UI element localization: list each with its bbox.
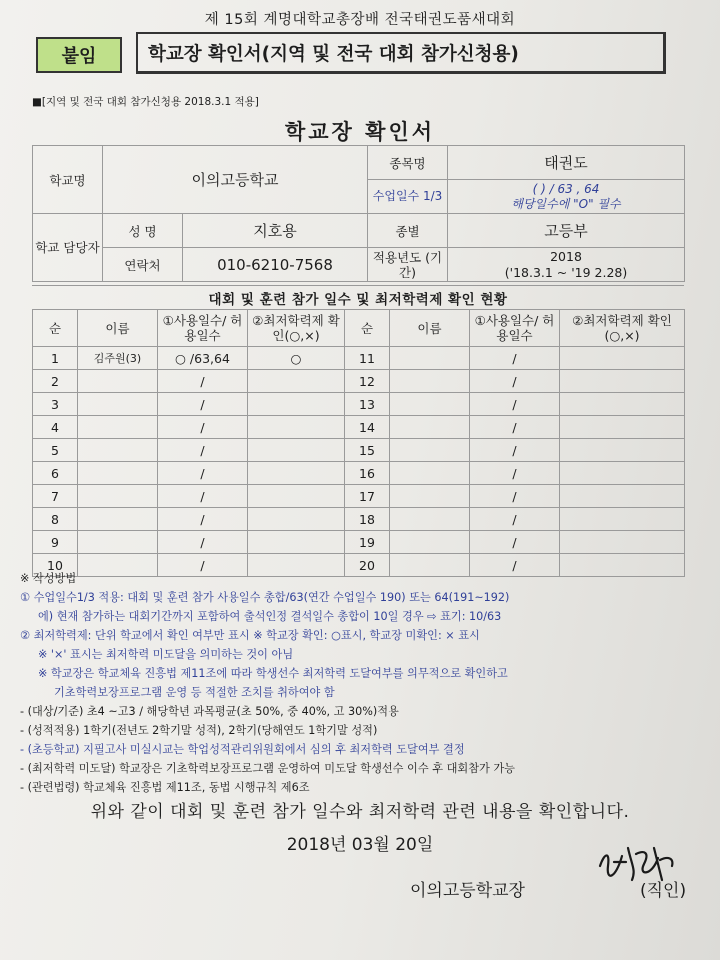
row-check-left xyxy=(248,439,345,462)
header-no-right: 순 xyxy=(345,310,390,347)
row-name-left: 김주원(3) xyxy=(78,347,158,370)
row-check-left: ○ xyxy=(248,347,345,370)
row-name-left xyxy=(78,485,158,508)
bullet-2: - (성적적용) 1학기(전년도 2학기말 성적), 2학기(당해연도 1학기말 성적) xyxy=(20,724,378,737)
school-days-label: 수업일수 1/3 xyxy=(368,180,448,214)
event-value: 태권도 xyxy=(448,146,685,180)
row-days-right: / xyxy=(470,554,560,577)
division-label: 종별 xyxy=(368,214,448,248)
row-number-left: 5 xyxy=(33,439,78,462)
row-name-right xyxy=(390,416,470,439)
note-4b: 기초학력보장프로그램 운영 등 적절한 조치를 취하여야 함 xyxy=(54,686,335,699)
division-value: 고등부 xyxy=(448,214,685,248)
row-check-right xyxy=(560,416,685,439)
row-name-left xyxy=(78,393,158,416)
header-days-right: ①사용일수/ 허용일수 xyxy=(470,310,560,347)
row-days-left: / xyxy=(158,554,248,577)
school-label: 학교명 xyxy=(33,146,103,214)
row-days-left: / xyxy=(158,485,248,508)
row-days-right: / xyxy=(470,347,560,370)
attachment-title: 학교장 확인서(지역 및 전국 대회 참가신청용) xyxy=(136,32,666,74)
period-year: 2018 xyxy=(550,248,582,264)
row-name-left xyxy=(78,508,158,531)
form-note: ■[지역 및 전국 대회 참가신청용 2018.3.1 적용] xyxy=(32,96,259,108)
phone-label: 연락처 xyxy=(103,248,183,282)
row-check-right xyxy=(560,485,685,508)
row-check-left xyxy=(248,393,345,416)
confirm-date: 2018년 03월 20일 xyxy=(286,835,434,855)
row-check-right xyxy=(560,393,685,416)
row-days-right: / xyxy=(470,416,560,439)
name-label: 성 명 xyxy=(103,214,183,248)
note-1b: 에) 현재 참가하는 대회기간까지 포함하여 출석인정 결석일수 총합이 10일 경우 ⇨ 표기: 10/63 xyxy=(38,610,502,623)
row-days-left: / xyxy=(158,462,248,485)
principal-name: 이의고등학교장 xyxy=(410,881,525,901)
row-check-left xyxy=(248,508,345,531)
table-row xyxy=(33,416,685,439)
info-table xyxy=(32,145,685,282)
bullet-3: - (초등학교) 지필고사 미실시교는 학업성적관리위원회에서 심의 후 최저학력 도달여부 결정 xyxy=(20,743,465,756)
row-days-left: / xyxy=(158,393,248,416)
row-name-right xyxy=(390,462,470,485)
row-name-left xyxy=(78,462,158,485)
table-row xyxy=(33,439,685,462)
table-row xyxy=(33,393,685,416)
row-number-left: 2 xyxy=(33,370,78,393)
event-label: 종목명 xyxy=(368,146,448,180)
row-number-right: 15 xyxy=(345,439,390,462)
row-number-left: 8 xyxy=(33,508,78,531)
row-name-right xyxy=(390,531,470,554)
bullet-4: - (최저학력 미도달) 학교장은 기초학력보장프로그램 운영하여 미도달 학생선수 이수 후 대회참가 가능 xyxy=(20,762,515,775)
row-name-right xyxy=(390,393,470,416)
note-1a: ① 수업일수1/3 적용: 대회 및 훈련 참가 사용일수 총합/63(연간 수업일수 190) 또는 64(191~192) xyxy=(20,591,510,604)
bullet-5: - (관련법령) 학교체육 진흥법 제11조, 동법 시행규칙 제6조 xyxy=(20,781,310,794)
row-check-right xyxy=(560,347,685,370)
notes-heading: ※ 작성방법 xyxy=(20,572,77,585)
seal-label: (직인) xyxy=(640,881,687,901)
row-name-left xyxy=(78,439,158,462)
row-number-right: 16 xyxy=(345,462,390,485)
school-days-hint: 해당일수에 "O" 필수 xyxy=(511,196,621,211)
row-check-right xyxy=(560,370,685,393)
table-row xyxy=(33,462,685,485)
row-days-left: / xyxy=(158,416,248,439)
row-number-right: 20 xyxy=(345,554,390,577)
row-number-left: 1 xyxy=(33,347,78,370)
row-name-right xyxy=(390,370,470,393)
row-number-right: 11 xyxy=(345,347,390,370)
bullet-1: - (대상/기준) 초4 ~고3 / 해당학년 과목평균(초 50%, 중 40%, 고 30%)적용 xyxy=(20,705,399,718)
row-days-left: / xyxy=(158,439,248,462)
row-check-left xyxy=(248,462,345,485)
header-check-right: ②최저학력제 확인(○,×) xyxy=(560,310,685,347)
row-check-left xyxy=(248,416,345,439)
row-check-right xyxy=(560,439,685,462)
row-number-right: 19 xyxy=(345,531,390,554)
row-number-left: 10 xyxy=(33,554,78,577)
confirm-statement: 위와 같이 대회 및 훈련 참가 일수와 최저학력 관련 내용을 확인합니다. xyxy=(90,802,630,822)
row-number-right: 13 xyxy=(345,393,390,416)
table-row xyxy=(33,370,685,393)
row-name-right xyxy=(390,347,470,370)
row-number-left: 4 xyxy=(33,416,78,439)
row-number-left: 3 xyxy=(33,393,78,416)
row-number-right: 17 xyxy=(345,485,390,508)
row-check-right xyxy=(560,508,685,531)
header-name-right: 이름 xyxy=(390,310,470,347)
instructions xyxy=(20,569,710,797)
row-name-left xyxy=(78,416,158,439)
period-range: ('18.3.1 ~ '19 2.28) xyxy=(504,264,628,280)
header-days-left: ①사용일수/ 허용일수 xyxy=(158,310,248,347)
row-check-right xyxy=(560,531,685,554)
row-name-right xyxy=(390,439,470,462)
row-number-left: 9 xyxy=(33,531,78,554)
row-number-left: 6 xyxy=(33,462,78,485)
row-days-left: / xyxy=(158,508,248,531)
row-name-right xyxy=(390,508,470,531)
phone-value: 010-6210-7568 xyxy=(183,248,368,282)
name-value: 지호용 xyxy=(183,214,368,248)
row-days-right: / xyxy=(470,462,560,485)
school-days-cell xyxy=(448,180,685,214)
table-row xyxy=(33,508,685,531)
row-days-right: / xyxy=(470,485,560,508)
row-days-right: / xyxy=(470,439,560,462)
table-row xyxy=(33,347,685,370)
row-days-right: / xyxy=(470,531,560,554)
row-days-left: / xyxy=(158,531,248,554)
school-days-value: ( ) / 63 , 64 xyxy=(532,181,600,196)
participation-table xyxy=(32,309,685,577)
principal-signature xyxy=(592,836,682,888)
note-4a: ※ 학교장은 학교체육 진흥법 제11조에 따라 학생선수 최저학력 도달여부를 의무적으로 확인하고 xyxy=(38,667,508,680)
table-header-row xyxy=(33,310,685,347)
header-check-left: ②최저학력제 확인(○,×) xyxy=(248,310,345,347)
row-number-left: 7 xyxy=(33,485,78,508)
period-cell xyxy=(448,248,685,282)
row-number-right: 12 xyxy=(345,370,390,393)
row-days-left: / xyxy=(158,370,248,393)
table-row xyxy=(33,485,685,508)
form-title: 학교장 확인서 xyxy=(284,120,436,144)
row-check-left xyxy=(248,370,345,393)
row-number-right: 18 xyxy=(345,508,390,531)
row-days-left: ○ /63,64 xyxy=(158,347,248,370)
row-check-right xyxy=(560,462,685,485)
attachment-badge: 붙임 xyxy=(36,37,122,73)
row-days-right: / xyxy=(470,508,560,531)
row-name-left xyxy=(78,531,158,554)
header-no-left: 순 xyxy=(33,310,78,347)
period-label: 적용년도 (기간) xyxy=(368,248,448,282)
row-check-left xyxy=(248,485,345,508)
contact-label: 학교 담당자 xyxy=(33,214,103,282)
event-title: 제 15회 계명대학교총장배 전국태권도품새대회 xyxy=(204,12,516,28)
school-name: 이의고등학교 xyxy=(103,146,368,214)
header-name-left: 이름 xyxy=(78,310,158,347)
row-name-left xyxy=(78,370,158,393)
note-2: ② 최저학력제: 단위 학교에서 확인 여부만 표시 ※ 학교장 확인: ○표시, 학교장 미확인: × 표시 xyxy=(20,629,480,642)
note-3: ※ '×' 표시는 최저학력 미도달을 의미하는 것이 아님 xyxy=(38,648,294,661)
row-days-right: / xyxy=(470,393,560,416)
row-check-left xyxy=(248,531,345,554)
row-name-right xyxy=(390,485,470,508)
row-days-right: / xyxy=(470,370,560,393)
summary-title: 대회 및 훈련 참가 일수 및 최저학력제 확인 현황 xyxy=(32,285,684,308)
row-number-right: 14 xyxy=(345,416,390,439)
table-row xyxy=(33,531,685,554)
